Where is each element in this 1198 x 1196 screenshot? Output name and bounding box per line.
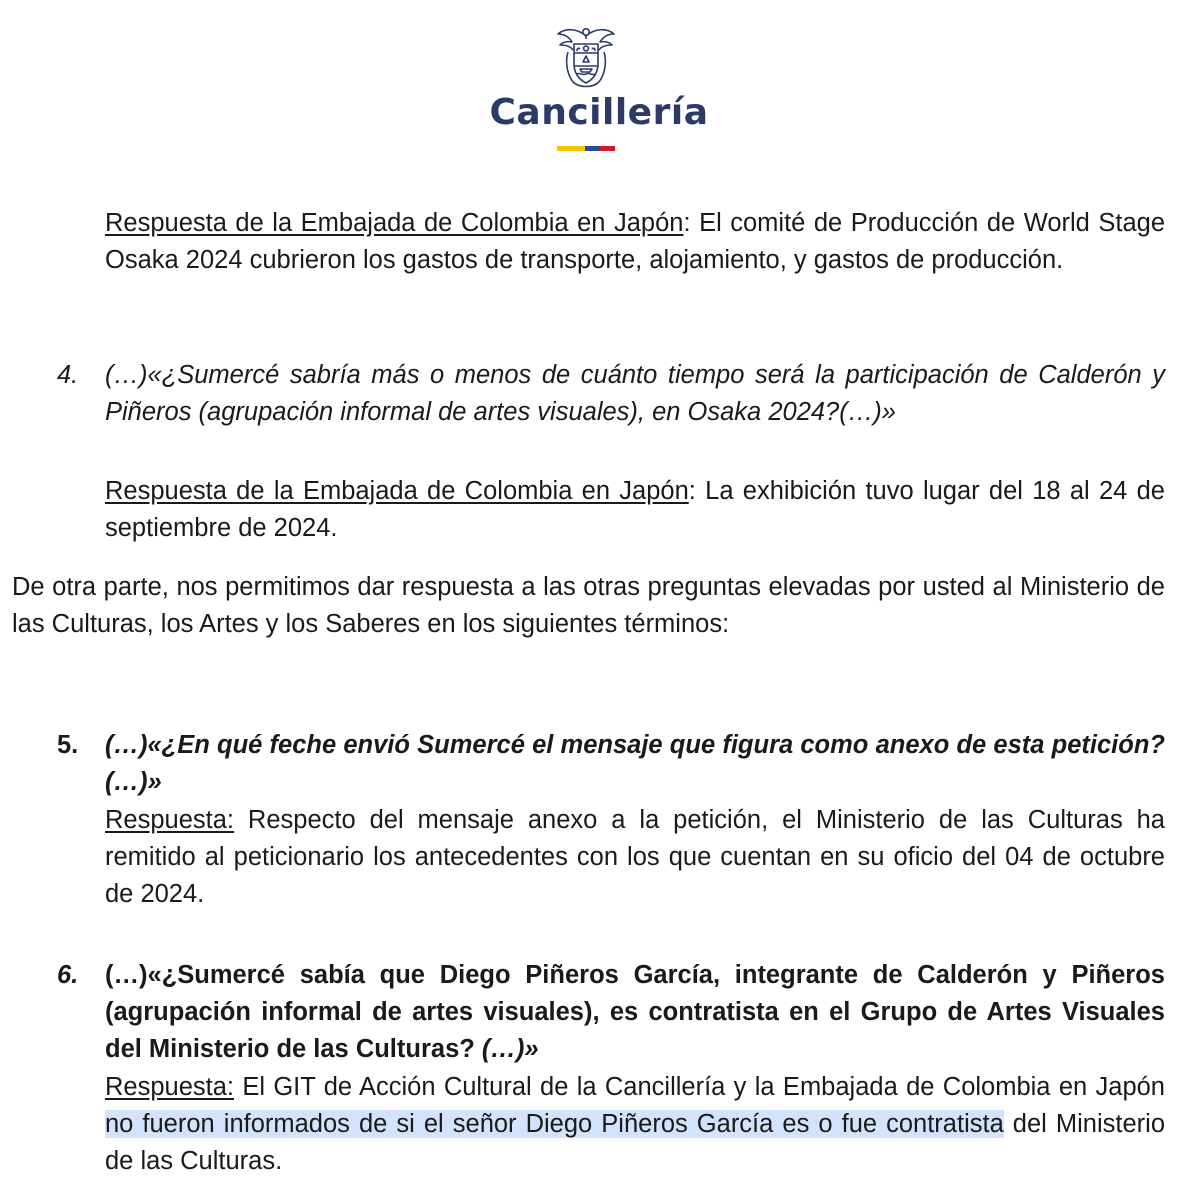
- response-text: : La exhibición tuvo lugar del 18 al 24 de septiembre de 2024.: [105, 477, 1165, 542]
- question-4-text: (…)«¿Sumercé sabría más o menos de cuánto tiempo será la participación de Calderón y Piñeros (agrupación informal de artes visuales), en Osaka 2024?(…)»: [105, 361, 1165, 426]
- answer-text: Respecto del mensaje anexo a la petición, el Ministerio de las Culturas ha remitido al peticionario los antecedentes con los que cuentan en su oficio del 04 de octubre de 2024.: [105, 806, 1165, 908]
- cancilleria-wordmark: Cancillería: [489, 92, 709, 133]
- answer-label: Respuesta:: [105, 1073, 234, 1101]
- response-text: : El comité de Producción de World Stage Osaka 2024 cubrieron los gastos de transporte, alojamiento, y gastos de producción.: [105, 209, 1165, 274]
- answer-text: del Ministerio de las Culturas.: [105, 1110, 1165, 1175]
- highlighted-text: no fueron informados de si el señor Diego Piñeros García es o fue contratista: [105, 1110, 1004, 1138]
- response-label: Respuesta de la Embajada de Colombia en Japón: [105, 209, 684, 237]
- intro-paragraph: De otra parte, nos permitimos dar respuesta a las otras preguntas elevadas por usted al Ministerio de las Culturas, los Artes y los Saberes en los siguientes términos:: [12, 573, 1165, 638]
- answer-5: [105, 802, 1165, 913]
- response-paragraph-1: [105, 205, 1165, 279]
- question-6-bold: (…)«¿Sumercé sabía que Diego Piñeros García, integrante de Calderón y Piñeros (agrupación informal de artes visuales), es contratista en el Grupo de Artes Visuales del Ministerio de las Culturas?: [105, 961, 1165, 1063]
- flag-blue-stripe: [585, 146, 600, 151]
- question-5-text: (…)«¿En qué feche envió Sumercé el mensaje que figura como anexo de esta petición?(…)»: [105, 731, 1165, 796]
- flag-yellow-stripe: [557, 146, 585, 151]
- response-label: Respuesta de la Embajada de Colombia en Japón: [105, 477, 689, 505]
- answer-label: Respuesta:: [105, 806, 234, 834]
- question-6-text: [105, 957, 1165, 1068]
- response-paragraph-2: [105, 473, 1165, 547]
- answer-text: El GIT de Acción Cultural de la Cancillería y la Embajada de Colombia en Japón: [234, 1073, 1165, 1101]
- flag-red-stripe: [600, 146, 615, 151]
- question-number: 5.: [57, 731, 79, 759]
- flag-color-bar: [557, 146, 615, 151]
- question-number: 4.: [57, 361, 79, 389]
- colombia-coat-of-arms-icon: [555, 22, 617, 92]
- answer-6: [105, 1069, 1165, 1180]
- question-6-closing: (…)»: [474, 1035, 539, 1063]
- question-number: 6.: [57, 961, 79, 989]
